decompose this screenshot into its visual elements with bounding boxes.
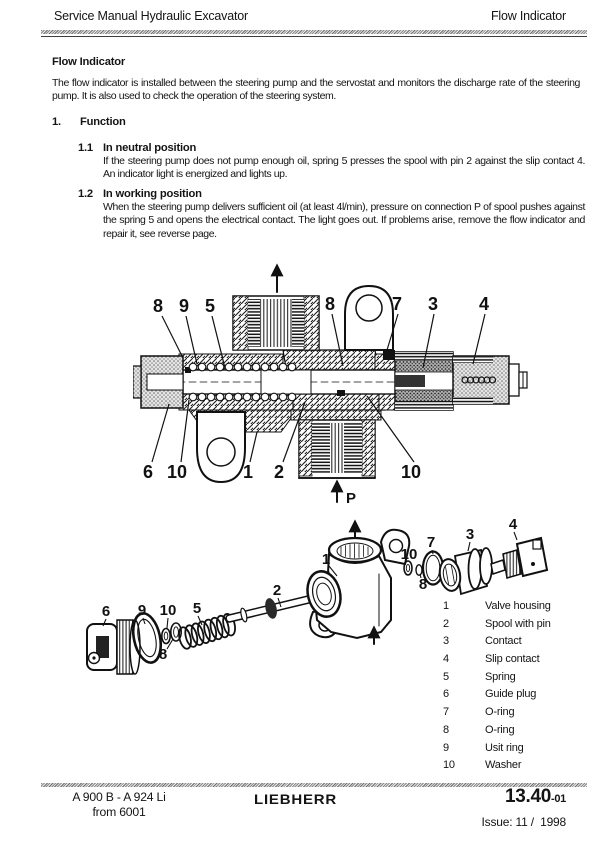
doc-number — [505, 786, 566, 808]
cs-label-4: 4 — [478, 294, 490, 314]
parts-list-row — [443, 724, 551, 742]
ev-label-10-right: 10 — [400, 546, 418, 563]
cs-label-10-right: 10 — [400, 462, 422, 482]
section-number: 1. — [52, 116, 61, 128]
ev-label-6: 6 — [101, 603, 111, 620]
cs-label-8-left: 8 — [152, 296, 164, 316]
part-name: O-ring — [485, 706, 515, 719]
part-number: 9 — [443, 741, 449, 754]
subsection-1-1-title: In neutral position — [103, 142, 197, 154]
ev-label-2: 2 — [272, 582, 282, 599]
part-number: 7 — [443, 706, 449, 719]
parts-list-row — [443, 706, 551, 724]
part-number: 6 — [443, 688, 449, 701]
parts-list-row — [443, 688, 551, 706]
part-name: Usit ring — [485, 741, 524, 754]
part-name: Slip contact — [485, 653, 540, 666]
ev-label-8-left: 8 — [158, 646, 168, 663]
cs-label-port-p: P — [345, 490, 357, 504]
subsection-1-2-body: When the steering pump delivers sufficient oil (at least 4l/min), pressure on connection P of spool pushes against the spring 5 and opens the electrical contact. The light goes out. If problems arise, remove the flow indicator and repair it, see reverse page. — [103, 201, 585, 240]
ev-label-5: 5 — [192, 600, 202, 617]
ev-label-10-left: 10 — [159, 602, 177, 619]
parts-list-row — [443, 600, 551, 618]
intro-paragraph: The flow indicator is installed between the steering pump and the servostat and monitors the discharge rate of the steering pump. It is also used to check the operation of the steering system. — [52, 77, 580, 103]
part-name: Washer — [485, 759, 522, 772]
part-number: 2 — [443, 617, 449, 630]
part-name: O-ring — [485, 723, 515, 736]
part-number: 5 — [443, 670, 449, 683]
ev-label-1: 1 — [321, 551, 331, 568]
footer-model-block — [53, 790, 185, 820]
footer-serial: from 6001 — [92, 805, 146, 819]
header-left: Service Manual Hydraulic Excavator — [54, 9, 248, 23]
parts-list-row — [443, 742, 551, 760]
page-title: Flow Indicator — [52, 56, 126, 68]
part-number: 3 — [443, 635, 449, 648]
part-name: Contact — [485, 635, 522, 648]
cs-label-1: 1 — [242, 462, 254, 482]
header-rule-line — [41, 36, 587, 38]
ev-label-3: 3 — [465, 526, 475, 543]
part-number: 1 — [443, 600, 449, 612]
subsection-1-2-number: 1.2 — [78, 188, 93, 200]
part-number: 4 — [443, 653, 449, 666]
parts-list-row — [443, 635, 551, 653]
cs-label-9: 9 — [178, 296, 190, 316]
cs-label-6: 6 — [142, 462, 154, 482]
ev-label-9: 9 — [137, 602, 147, 619]
ev-label-8-right: 8 — [418, 576, 428, 593]
doc-number-suffix: -01 — [551, 793, 566, 805]
subsection-1-1-body: If the steering pump does not pump enough oil, spring 5 presses the spool with pin 2 against the slip contact 4. An indicator light is energized and lights up. — [103, 155, 585, 181]
part-name: Spring — [485, 670, 516, 683]
ev-label-4: 4 — [508, 516, 518, 533]
header-right: Flow Indicator — [490, 9, 566, 23]
part-name: Valve housing — [485, 600, 551, 612]
header-rule — [41, 30, 587, 34]
part-number: 8 — [443, 723, 449, 736]
section-title: Function — [80, 116, 126, 128]
part-name: Spool with pin — [485, 617, 551, 630]
part-name: Guide plug — [485, 688, 537, 701]
parts-list-row — [443, 618, 551, 636]
cs-label-8-right: 8 — [324, 294, 336, 314]
cs-label-5: 5 — [204, 296, 216, 316]
doc-number-main: 13.40 — [504, 786, 551, 807]
footer-model: A 900 B - A 924 Li — [72, 790, 166, 804]
liebherr-logo: LIEBHERR — [254, 792, 338, 808]
cs-label-7: 7 — [391, 294, 403, 314]
cs-label-3: 3 — [427, 294, 439, 314]
part-number: 10 — [443, 759, 455, 772]
parts-list-row — [443, 653, 551, 671]
cs-label-10-left: 10 — [166, 462, 188, 482]
subsection-1-2-title: In working position — [103, 188, 202, 200]
cross-section-diagram — [133, 256, 537, 504]
issue-date: Issue: 11 / 1998 — [481, 815, 566, 829]
subsection-1-1-number: 1.1 — [78, 142, 93, 154]
ev-label-7: 7 — [426, 534, 436, 551]
parts-list-row — [443, 671, 551, 689]
parts-list — [443, 600, 551, 777]
parts-list-row — [443, 759, 551, 777]
cs-label-2: 2 — [273, 462, 285, 482]
